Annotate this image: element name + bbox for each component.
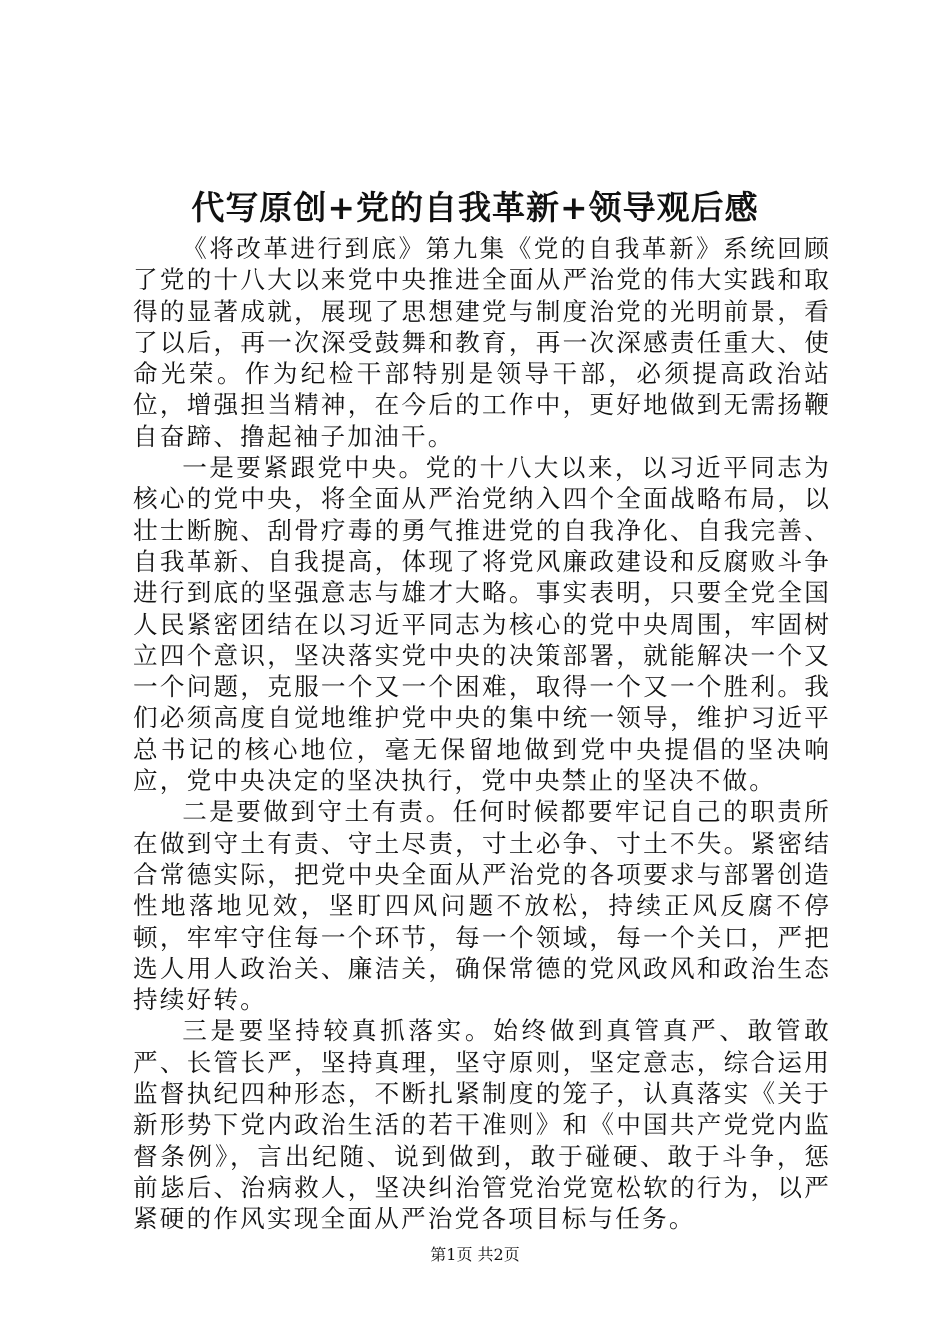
document-body <box>133 233 831 1235</box>
document-title: 代写原创+党的自我革新+领导观后感 <box>191 188 759 227</box>
paragraph-point-one: 一是要紧跟党中央。党的十八大以来，以习近平同志为核心的党中央，将全面从严治党纳入四个全面战略布局，以壮士断腕、刮骨疗毒的勇气推进党的自我净化、自我完善、自我革新、自我提高，体现了将党风廉政建设和反腐败斗争进行到底的坚强意志与雄才大略。事实表明，只要全党全国人民紧密团结在以习近平同志为核心的党中央周围，牢固树立四个意识，坚决落实党中央的决策部署，就能解决一个又一个问题，克服一个又一个困难，取得一个又一个胜利。我们必须高度自觉地维护党中央的集中统一领导，维护习近平总书记的核心地位，毫无保留地做到党中央提倡的坚决响应，党中央决定的坚决执行，党中央禁止的坚决不做。 <box>133 453 831 796</box>
paragraph-point-three: 三是要坚持较真抓落实。始终做到真管真严、敢管敢严、长管长严，坚持真理，坚守原则，坚定意志，综合运用监督执纪四种形态，不断扎紧制度的笼子，认真落实《关于新形势下党内政治生活的若干准则》和《中国共产党党内监督条例》，言出纪随、说到做到，敢于碰硬、敢于斗争，惩前毖后、治病救人，坚决纠治管党治党宽松软的行为，以严紧硬的作风实现全面从严治党各项目标与任务。 <box>133 1016 831 1234</box>
paragraph-intro: 《将改革进行到底》第九集《党的自我革新》系统回顾了党的十八大以来党中央推进全面从严治党的伟大实践和取得的显著成就，展现了思想建党与制度治党的光明前景，看了以后，再一次深受鼓舞和教育，再一次深感责任重大、使命光荣。作为纪检干部特别是领导干部，必须提高政治站位，增强担当精神，在今后的工作中，更好地做到无需扬鞭自奋蹄、撸起袖子加油干。 <box>133 234 831 451</box>
page-number-footer: 第1页 共2页 <box>430 1245 520 1264</box>
paragraph-point-two: 二是要做到守土有责。任何时候都要牢记自己的职责所在做到守土有责、守土尽责，寸土必争、寸土不失。紧密结合常德实际，把党中央全面从严治党的各项要求与部署创造性地落地见效，坚盯四风问题不放松，持续正风反腐不停顿，牢牢守住每一个环节，每一个领域，每一个关口，严把选人用人政治关、廉洁关，确保常德的党风政风和政治生态持续好转。 <box>133 797 831 1015</box>
